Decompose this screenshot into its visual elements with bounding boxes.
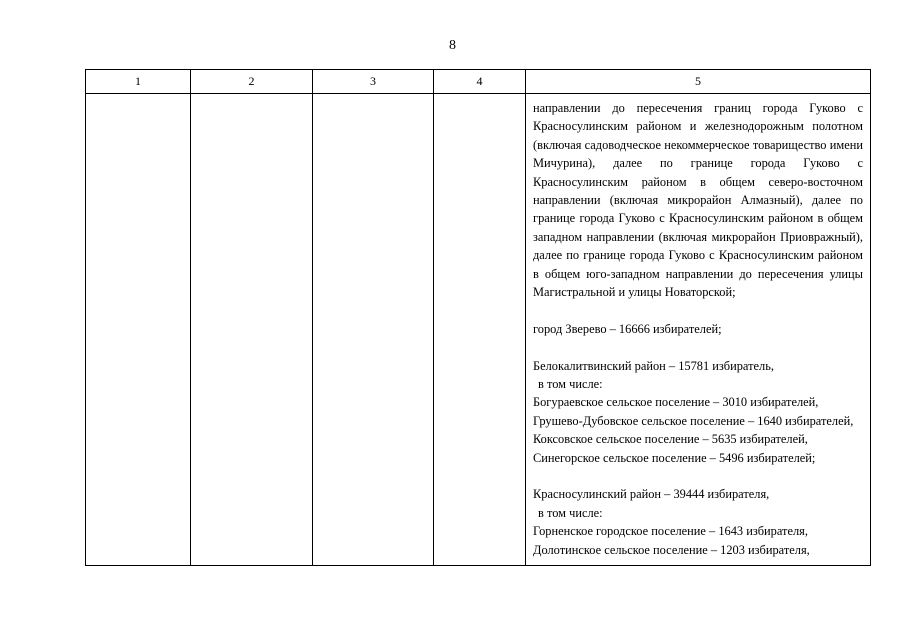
list-item: Богураевское сельское поселение – 3010 избирателей, — [533, 395, 819, 410]
list-item: Горненское городское поселение – 1643 избирателя, — [533, 524, 808, 539]
table-row — [86, 94, 871, 566]
cell-col-3 — [313, 94, 434, 566]
list-item: Коксовское сельское поселение – 5635 избирателей, — [533, 432, 808, 447]
column-header-3: 3 — [313, 70, 434, 94]
district-table — [85, 69, 871, 566]
column-header-2: 2 — [191, 70, 313, 94]
krasnosulinsky-title: Красносулинский район – 39444 избирателя, — [533, 487, 770, 502]
list-item: Синегорское сельское поселение – 5496 избирателей; — [533, 450, 816, 465]
boundary-paragraph: направлении до пересечения границ города Гуково с Красносулинским районом и железнодорожным полотном (включая садоводческое некоммерческое товарищество имени Мичурина), далее по границе города Гуково с Красносулинским районом в общем северо-восточном направлении (включая микрорайон Алмазный), далее по границе города Гуково с Красносулинским районом в общем западном направлении (включая микрорайон Приовражный), далее по границе города Гуково с Красносулинским районом в общем юго-западном направлении до пересечения улицы Магистральной и улицы Новаторской; — [533, 101, 863, 300]
table-header-row — [86, 70, 871, 94]
column-header-5: 5 — [526, 70, 871, 94]
list-item: Грушево-Дубовское сельское поселение – 1640 избирателей, — [533, 413, 854, 428]
page-number: 8 — [449, 38, 456, 53]
belokalitvinsky-title: Белокалитвинский район – 15781 избиратель, — [533, 358, 774, 373]
cell-col-5 — [526, 94, 871, 566]
krasnosulinsky-sub: в том числе: — [538, 505, 603, 520]
column-header-1: 1 — [86, 70, 191, 94]
zverevo-line: город Зверево – 16666 избирателей; — [533, 321, 722, 336]
column-header-4: 4 — [434, 70, 526, 94]
cell-col-1 — [86, 94, 191, 566]
list-item: Долотинское сельское поселение – 1203 избирателя, — [533, 542, 810, 557]
district-description — [526, 94, 870, 559]
cell-col-2 — [191, 94, 313, 566]
cell-col-4 — [434, 94, 526, 566]
belokalitvinsky-sub: в том числе: — [538, 377, 603, 392]
